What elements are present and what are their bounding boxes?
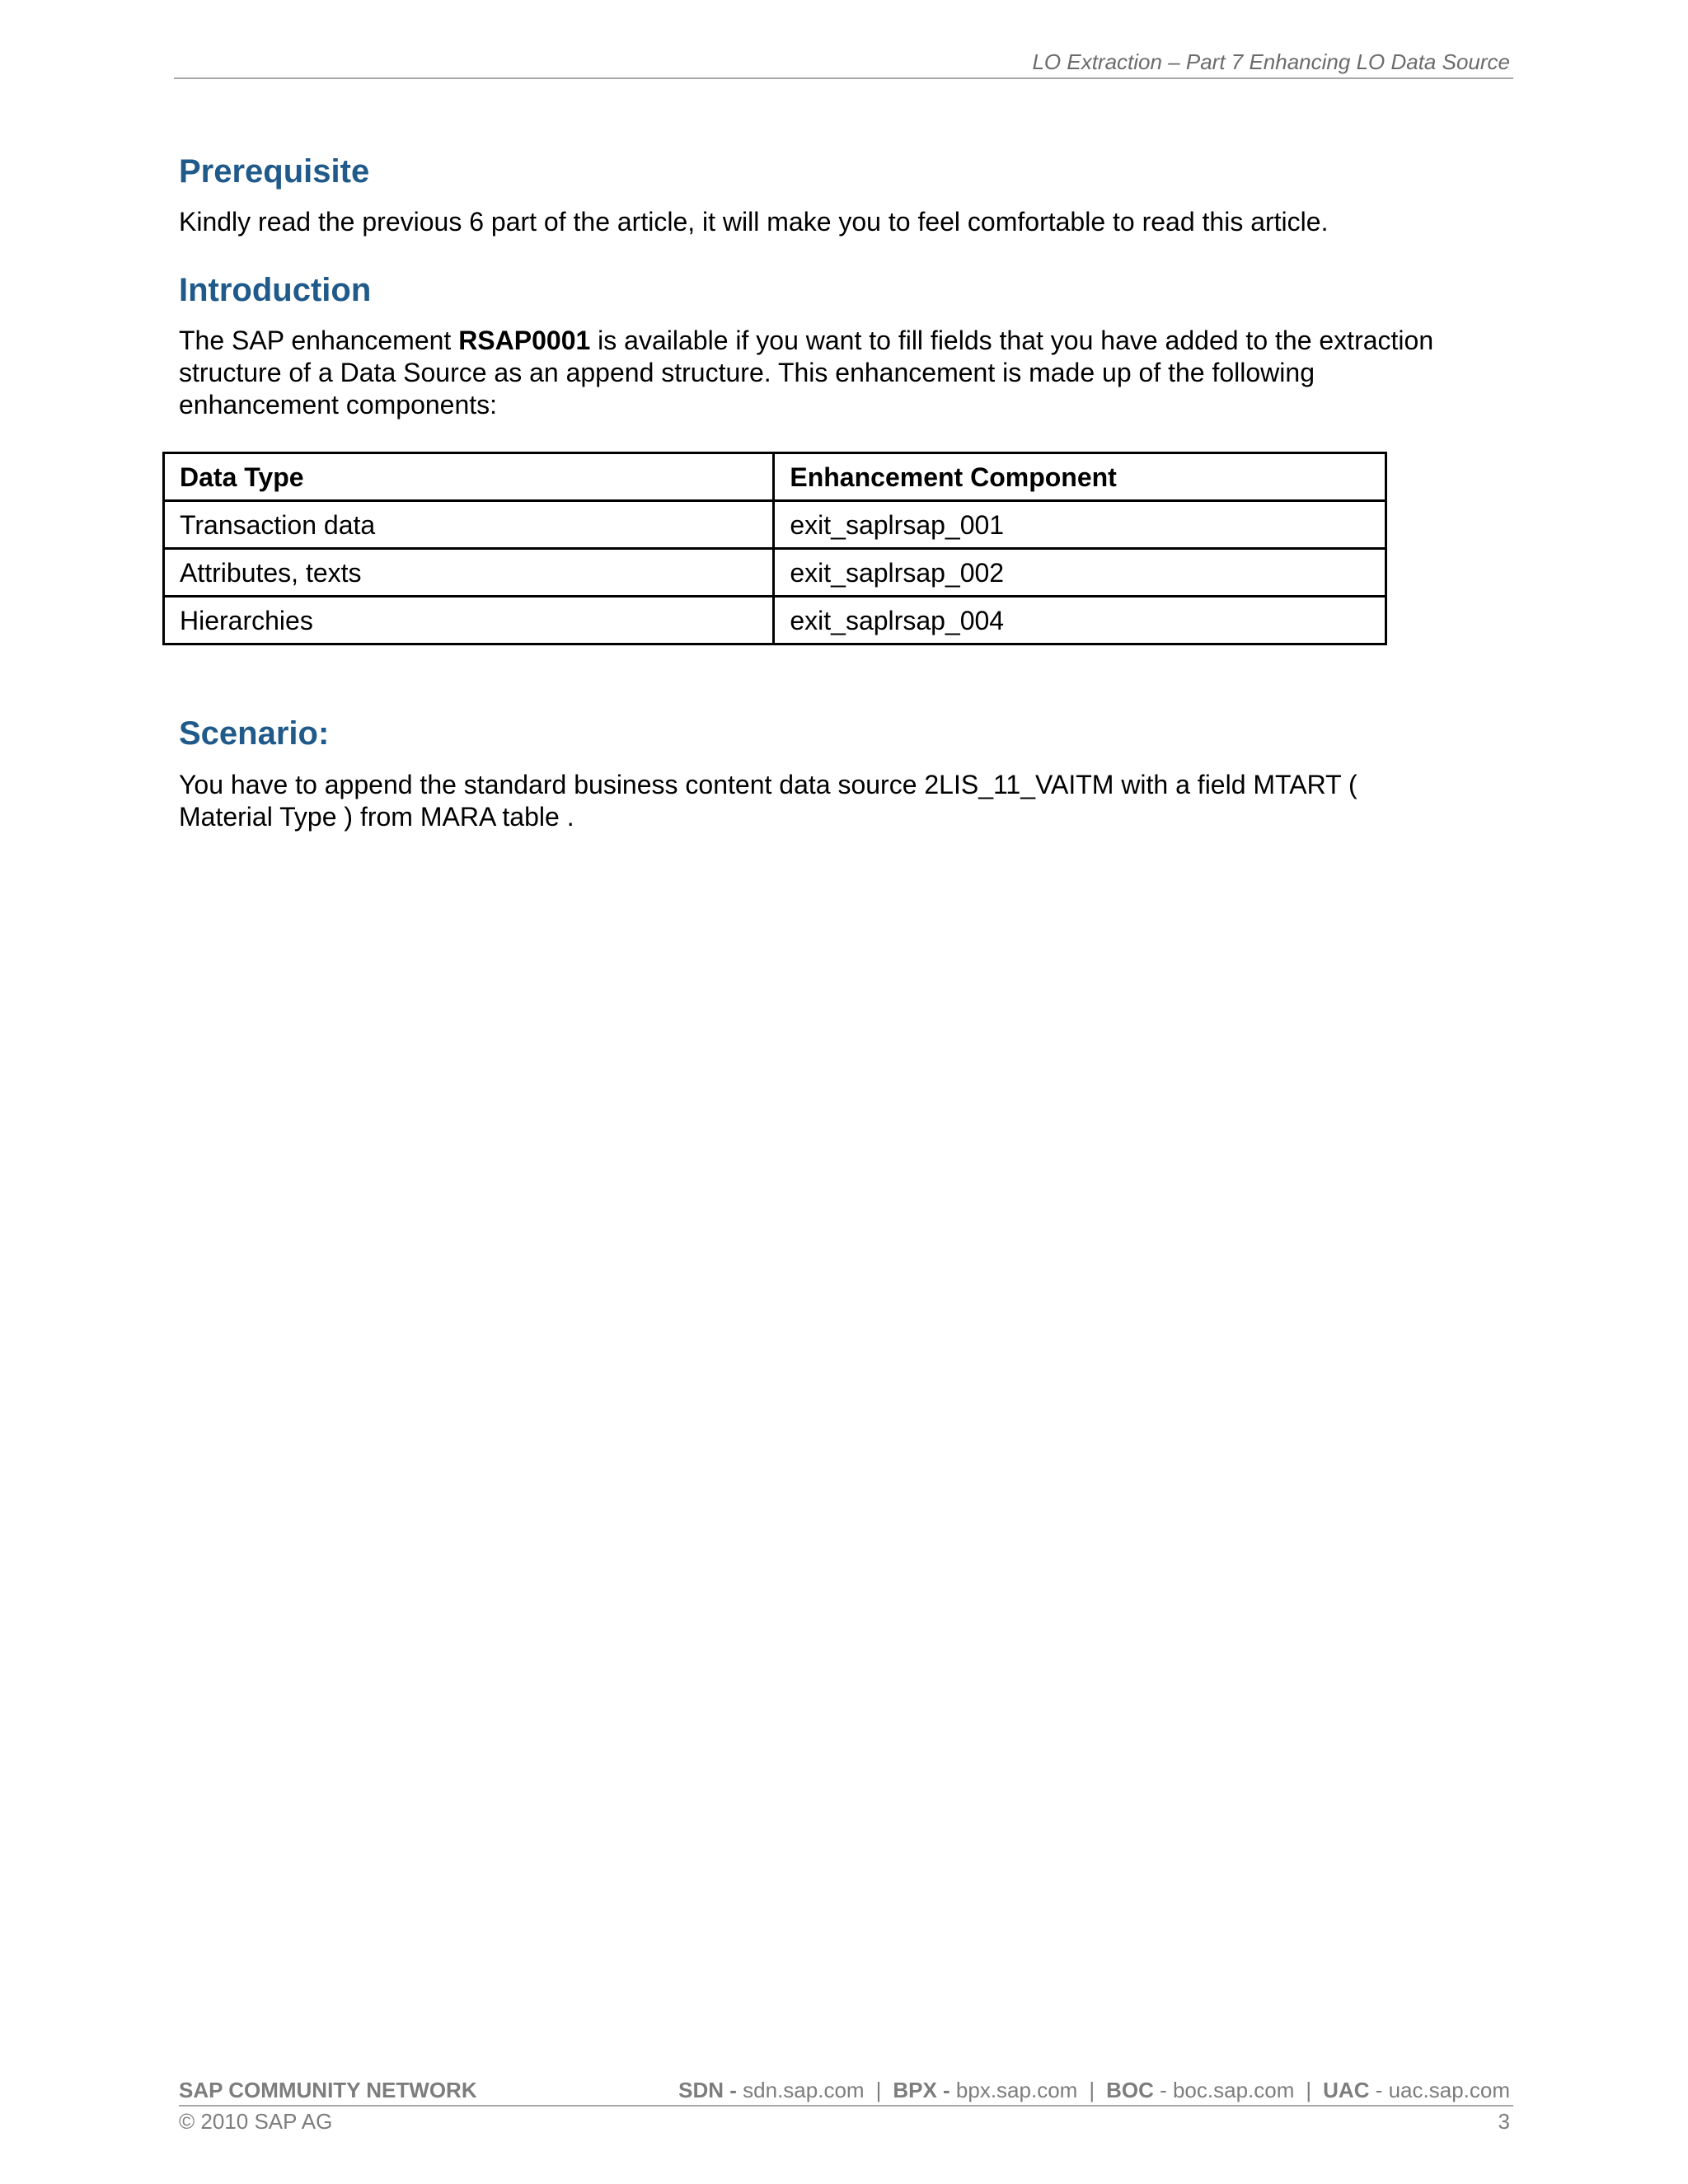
header-title: LO Extraction – Part 7 Enhancing LO Data Source (1032, 49, 1510, 74)
page-footer (179, 2077, 1513, 2136)
footer-separator: | (1089, 2078, 1095, 2102)
introduction-text-after: is available if you want to fill fields that you have added to the extraction (590, 326, 1434, 355)
table-cell: exit_saplrsap_002 (774, 549, 1386, 597)
introduction-line-1 (179, 325, 1433, 357)
introduction-text-before: The SAP enhancement (179, 326, 459, 355)
footer-separator: | (1306, 2078, 1312, 2102)
introduction-line-2: structure of a Data Source as an append structure. This enhancement is made up of the following (179, 358, 1315, 387)
footer-link-label: BOC (1106, 2078, 1154, 2102)
footer-link-boc[interactable]: boc.sap.com (1172, 2078, 1295, 2102)
table-header-data-type: Data Type (164, 453, 774, 501)
footer-link-label: UAC (1323, 2078, 1370, 2102)
table-row (164, 597, 1386, 644)
footer-link-sdn[interactable]: sdn.sap.com (743, 2078, 865, 2102)
page-number: 3 (1498, 2109, 1510, 2134)
table-row (164, 549, 1386, 597)
footer-link-dash: - (724, 2078, 743, 2102)
scenario-line-1: You have to append the standard business content data source 2LIS_11_VAITM with a field MTART ( (179, 770, 1357, 799)
footer-link-dash: - (1153, 2078, 1173, 2102)
table-cell: Attributes, texts (164, 549, 774, 597)
scenario-line-2: Material Type ) from MARA table . (179, 802, 574, 832)
table-cell: exit_saplrsap_001 (774, 501, 1386, 549)
page-header (174, 48, 1513, 79)
table-cell: Hierarchies (164, 597, 774, 644)
footer-network: SAP COMMUNITY NETWORK (179, 2078, 477, 2102)
footer-link-label: SDN (678, 2078, 724, 2102)
introduction-text (179, 325, 1433, 421)
introduction-line-3: enhancement components: (179, 390, 498, 419)
footer-top (179, 2077, 1513, 2107)
introduction-heading: Introduction (179, 272, 372, 308)
prerequisite-heading: Prerequisite (179, 153, 370, 190)
footer-separator: | (875, 2078, 882, 2102)
table-cell: exit_saplrsap_004 (774, 597, 1386, 644)
table-header-row (164, 453, 1386, 501)
footer-link-dash: - (1369, 2078, 1389, 2102)
enhancement-table (162, 452, 1387, 645)
table-header-enhancement-component: Enhancement Component (774, 453, 1386, 501)
footer-link-bpx[interactable]: bpx.sap.com (955, 2078, 1078, 2102)
footer-copyright: © 2010 SAP AG (179, 2109, 333, 2134)
footer-link-dash: - (936, 2078, 956, 2102)
enhancement-name: RSAP0001 (458, 326, 591, 355)
table-cell: Transaction data (164, 501, 774, 549)
footer-link-label: BPX (893, 2078, 937, 2102)
table-row (164, 501, 1386, 549)
footer-bottom (179, 2107, 1513, 2136)
footer-links (678, 2077, 1510, 2103)
scenario-text (179, 769, 1357, 833)
footer-link-uac[interactable]: uac.sap.com (1388, 2078, 1510, 2102)
prerequisite-text: Kindly read the previous 6 part of the article, it will make you to feel comfortable to read this article. (179, 207, 1329, 237)
scenario-heading: Scenario: (179, 715, 330, 752)
